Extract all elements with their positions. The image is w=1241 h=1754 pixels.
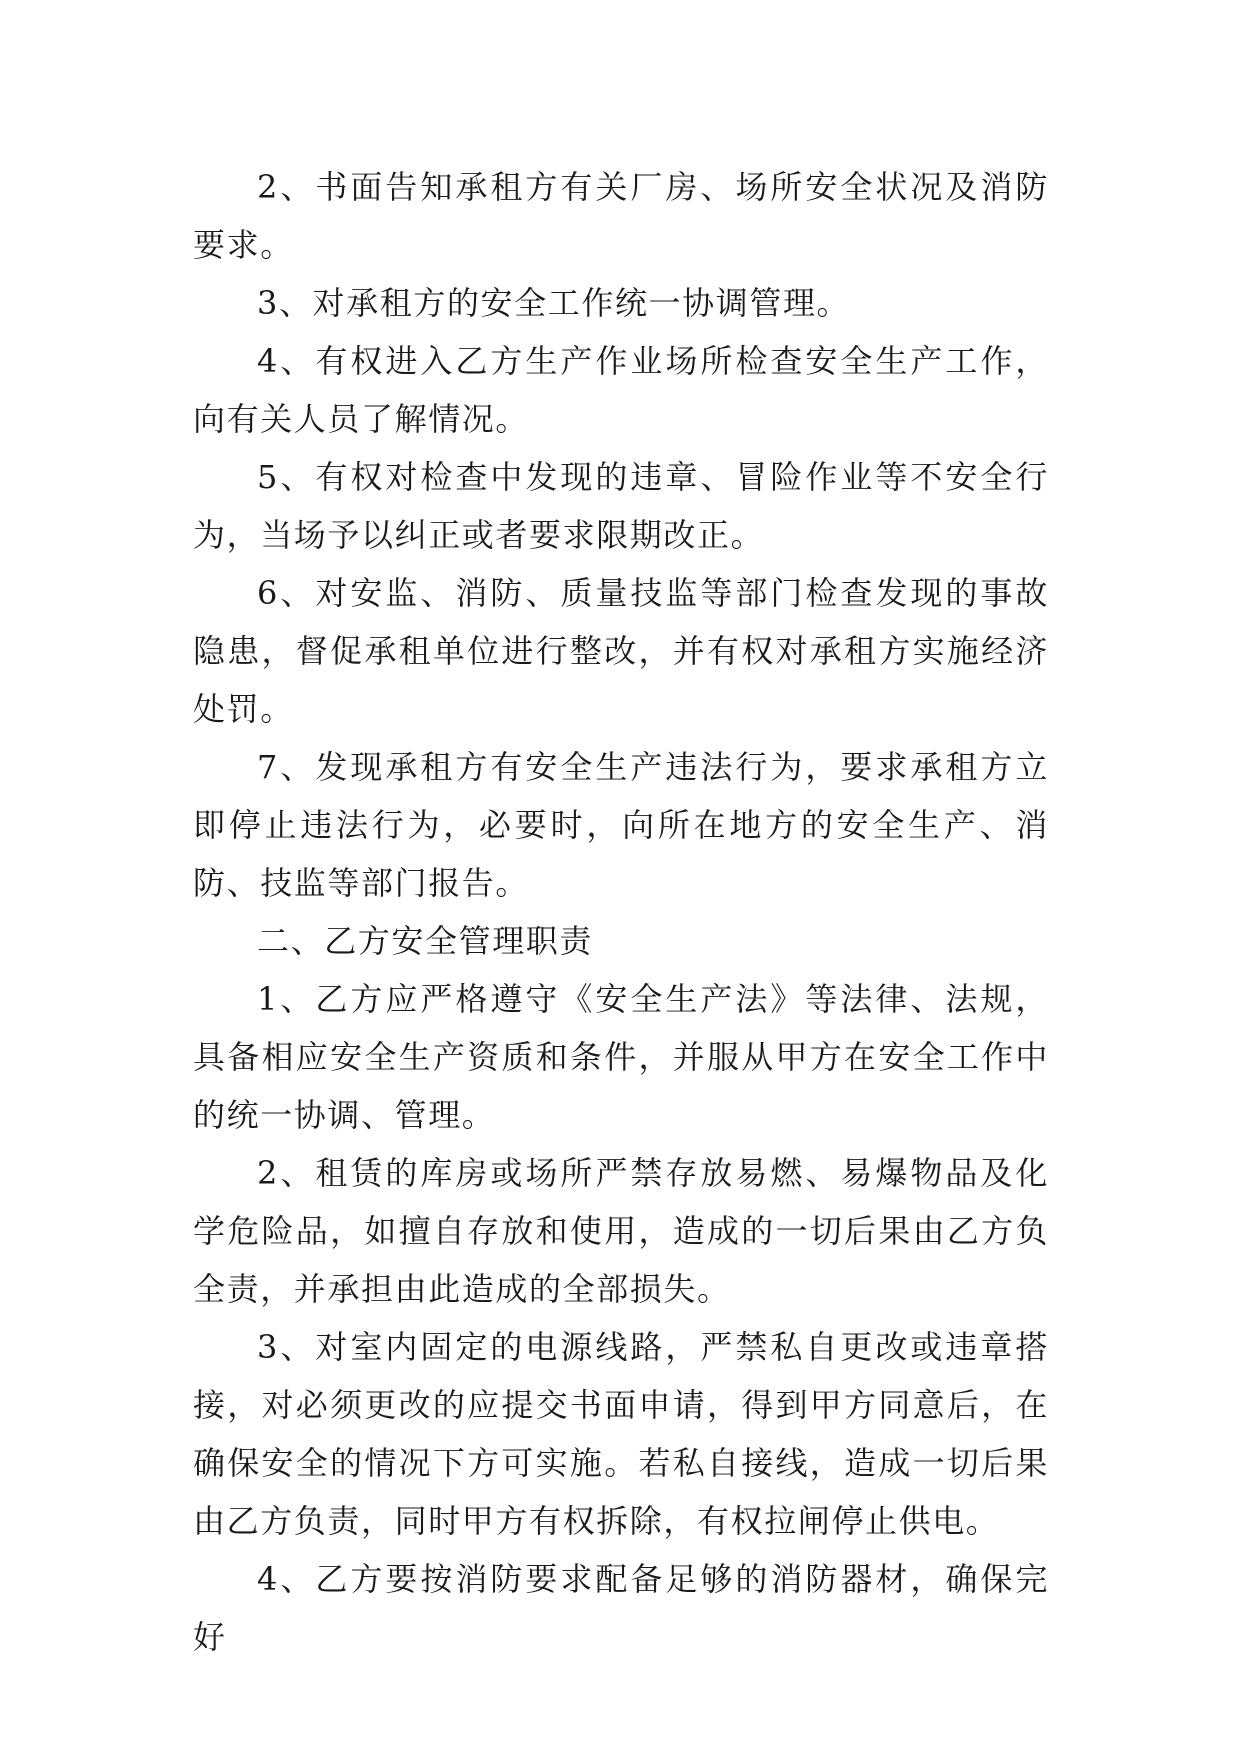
paragraph: 3、对承租方的安全工作统一协调管理。 [257,284,851,322]
paragraph: 7、发现承租方有安全生产违法行为，要求承租方立即停止违法行为，必要时，向所在地方的安全生产、消防、技监等部门报告。 [193,748,1049,902]
document-body [193,158,1049,1666]
paragraph: 6、对安监、消防、质量技监等部门检查发现的事故隐患，督促承租单位进行整改，并有权对承租方实施经济处罚。 [193,574,1049,728]
paragraph: 3、对室内固定的电源线路，严禁私自更改或违章搭接，对必须更改的应提交书面申请，得到甲方同意后，在确保安全的情况下方可实施。若私自接线，造成一切后果由乙方负责，同时甲方有权拆除，有权拉闸停止供电。 [193,1328,1049,1540]
paragraph: 2、书面告知承租方有关厂房、场所安全状况及消防要求。 [193,168,1049,264]
section-heading: 二、乙方安全管理职责 [257,922,594,960]
paragraph: 5、有权对检查中发现的违章、冒险作业等不安全行为，当场予以纠正或者要求限期改正。 [193,458,1049,554]
paragraph: 4、有权进入乙方生产作业场所检查安全生产工作，向有关人员了解情况。 [193,342,1049,438]
paragraph: 4、乙方要按消防要求配备足够的消防器材，确保完好 [193,1560,1049,1656]
paragraph: 1、乙方应严格遵守《安全生产法》等法律、法规，具备相应安全生产资质和条件，并服从甲方在安全工作中的统一协调、管理。 [193,980,1049,1134]
paragraph: 2、租赁的库房或场所严禁存放易燃、易爆物品及化学危险品，如擅自存放和使用，造成的一切后果由乙方负全责，并承担由此造成的全部损失。 [193,1154,1049,1308]
